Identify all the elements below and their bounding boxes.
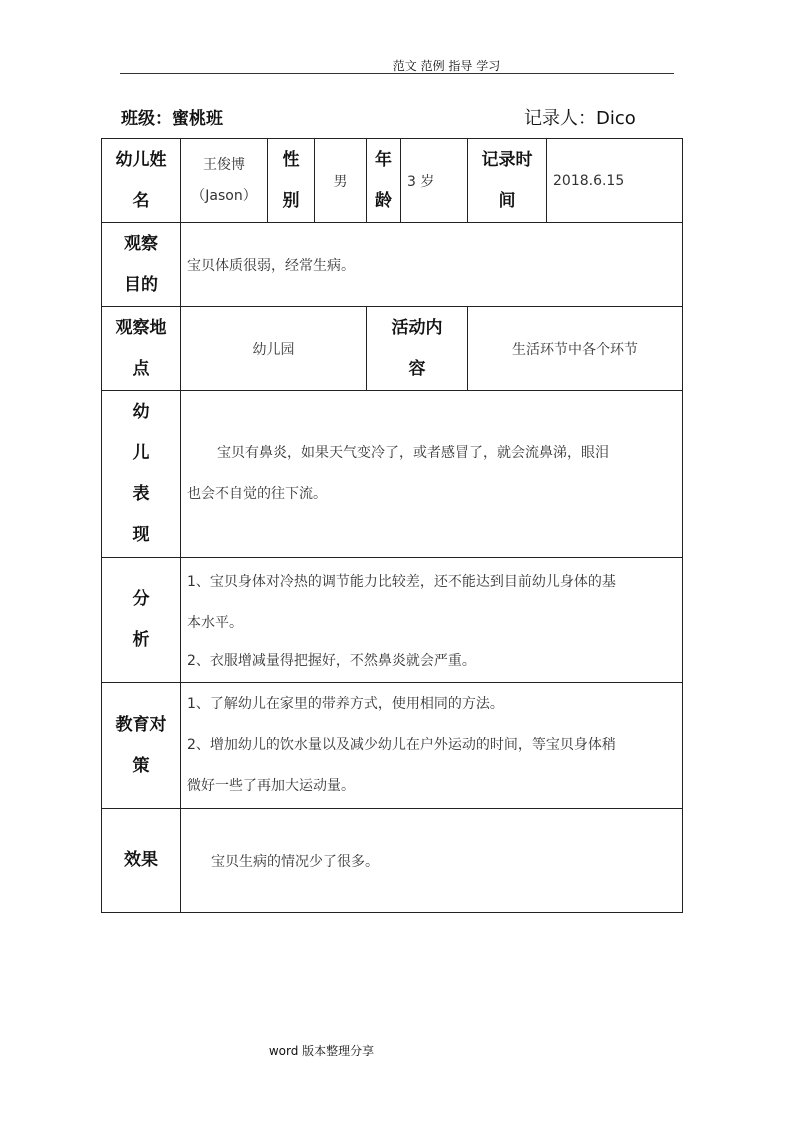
performance-value: 宝贝有鼻炎，如果天气变冷了，或者感冒了，就会流鼻涕，眼泪 也会不自觉的往下流。 <box>181 391 683 558</box>
age-label: 年 龄 <box>367 139 401 223</box>
effect-label: 效果 <box>102 809 181 913</box>
analysis-label: 分 析 <box>102 558 181 683</box>
purpose-label: 观察 目的 <box>102 223 181 307</box>
row-analysis <box>102 558 683 683</box>
performance-label: 幼 儿 表 现 <box>102 391 181 558</box>
recorder-value: Dico <box>596 108 636 129</box>
row-effect <box>102 809 683 913</box>
age-value: 3 岁 <box>401 139 468 223</box>
class-label: 班级：蜜桃班 <box>121 109 223 129</box>
activity-value: 生活环节中各个环节 <box>468 307 683 391</box>
strategy-value: 1、了解幼儿在家里的带养方式，使用相同的方法。 2、增加幼儿的饮水量以及减少幼儿在户外运动的时间，等宝贝身体稍 微好一些了再加大运动量。 <box>181 683 683 809</box>
time-label: 记录时 间 <box>468 139 547 223</box>
gender-label: 性 别 <box>268 139 315 223</box>
row-place-activity <box>102 307 683 391</box>
recorder <box>524 104 636 130</box>
row-performance <box>102 391 683 558</box>
analysis-value: 1、宝贝身体对冷热的调节能力比较差，还不能达到目前幼儿身体的基 本水平。 2、衣服增减量得把握好，不然鼻炎就会严重。 <box>181 558 683 683</box>
recorder-label: 记录人： <box>524 108 596 129</box>
effect-value: 宝贝生病的情况少了很多。 <box>181 809 683 913</box>
name-value: 王俊博 （Jason） <box>181 139 268 223</box>
purpose-value: 宝贝体质很弱，经常生病。 <box>181 223 683 307</box>
name-label: 幼儿姓 名 <box>102 139 181 223</box>
strategy-label: 教育对 策 <box>102 683 181 809</box>
header-divider <box>120 73 674 74</box>
place-value: 幼儿园 <box>181 307 367 391</box>
activity-label: 活动内 容 <box>367 307 468 391</box>
gender-value: 男 <box>315 139 367 223</box>
time-value: 2018.6.15 <box>547 139 683 223</box>
row-basic-info <box>102 139 683 223</box>
page-header: 范文 范例 指导 学习 <box>392 59 501 73</box>
page-footer: word 版本整理分享 <box>268 1044 375 1058</box>
place-label: 观察地 点 <box>102 307 181 391</box>
row-purpose <box>102 223 683 307</box>
observation-record-table <box>101 138 683 913</box>
row-strategy <box>102 683 683 809</box>
